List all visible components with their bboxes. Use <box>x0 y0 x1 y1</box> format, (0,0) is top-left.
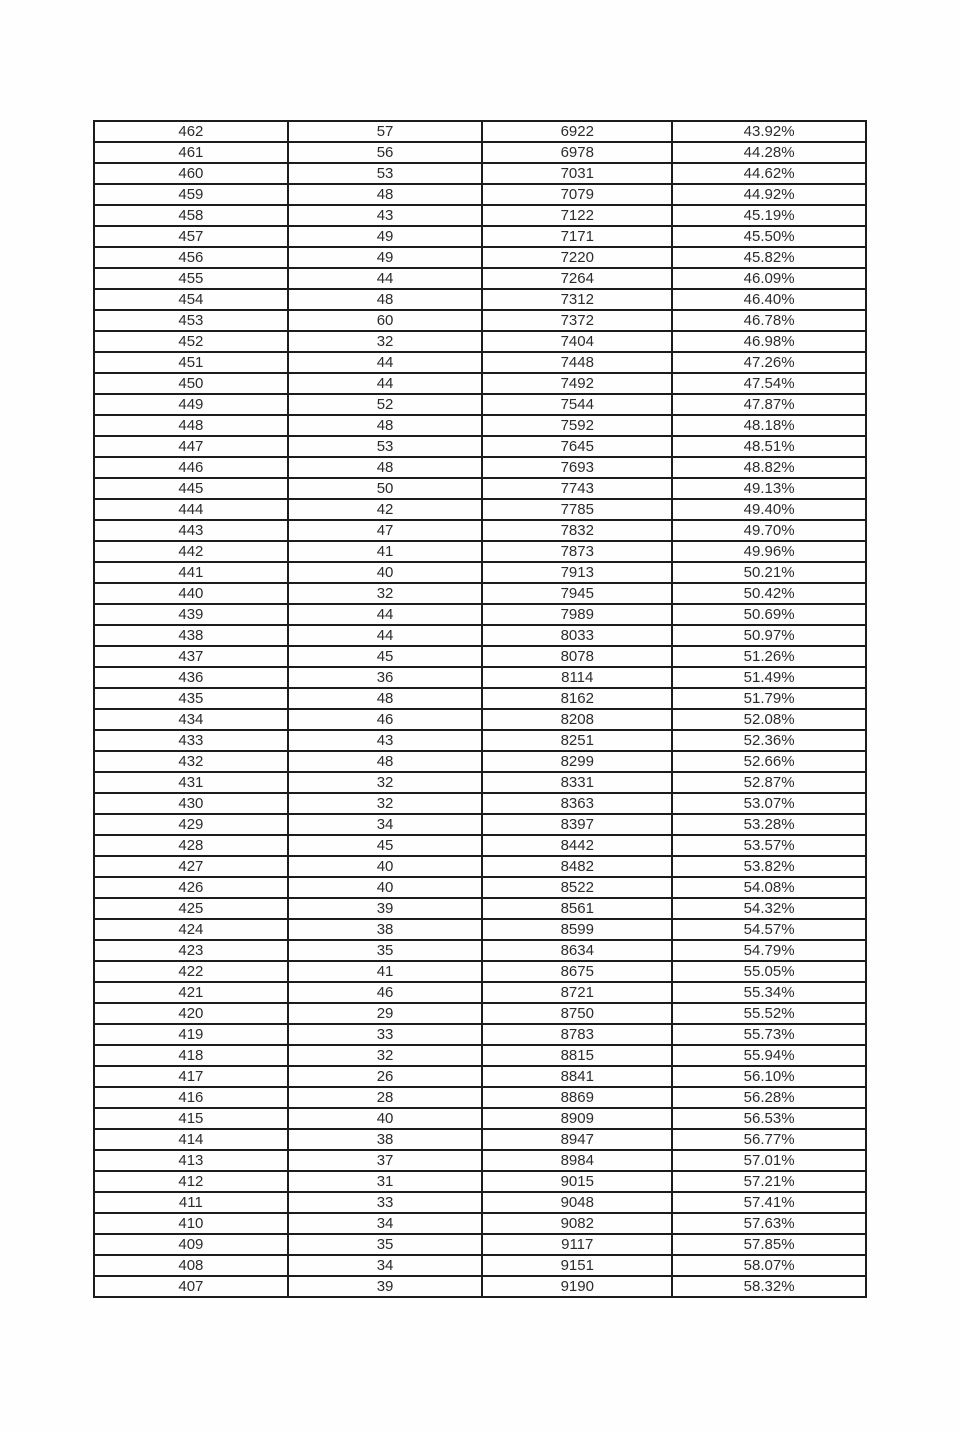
cell-cumulative-percentage: 48.51% <box>672 436 866 457</box>
cell-cumulative-percentage: 50.69% <box>672 604 866 625</box>
table-row <box>94 898 866 919</box>
cell-cumulative-count: 8482 <box>482 856 672 877</box>
cell-count: 53 <box>288 163 483 184</box>
cell-score: 436 <box>94 667 288 688</box>
table-row <box>94 751 866 772</box>
cell-score: 421 <box>94 982 288 1003</box>
table-row <box>94 835 866 856</box>
cell-score: 456 <box>94 247 288 268</box>
cell-score: 458 <box>94 205 288 226</box>
cell-cumulative-percentage: 54.32% <box>672 898 866 919</box>
cell-cumulative-count: 7873 <box>482 541 672 562</box>
cell-cumulative-percentage: 56.77% <box>672 1129 866 1150</box>
table-row <box>94 142 866 163</box>
table-row <box>94 331 866 352</box>
cell-cumulative-count: 9015 <box>482 1171 672 1192</box>
cell-cumulative-count: 7448 <box>482 352 672 373</box>
cell-cumulative-percentage: 53.57% <box>672 835 866 856</box>
cell-count: 34 <box>288 814 483 835</box>
cell-count: 32 <box>288 331 483 352</box>
table-row <box>94 856 866 877</box>
cell-score: 410 <box>94 1213 288 1234</box>
cell-cumulative-percentage: 52.36% <box>672 730 866 751</box>
cell-score: 417 <box>94 1066 288 1087</box>
table-row <box>94 562 866 583</box>
cell-cumulative-percentage: 49.70% <box>672 520 866 541</box>
cell-score: 426 <box>94 877 288 898</box>
cell-count: 44 <box>288 268 483 289</box>
table-row <box>94 772 866 793</box>
cell-score: 413 <box>94 1150 288 1171</box>
cell-count: 36 <box>288 667 483 688</box>
cell-cumulative-count: 8783 <box>482 1024 672 1045</box>
cell-count: 34 <box>288 1255 483 1276</box>
cell-score: 438 <box>94 625 288 646</box>
cell-cumulative-percentage: 53.28% <box>672 814 866 835</box>
table-row <box>94 625 866 646</box>
table-row <box>94 184 866 205</box>
cell-cumulative-percentage: 46.40% <box>672 289 866 310</box>
cell-count: 47 <box>288 520 483 541</box>
cell-score: 439 <box>94 604 288 625</box>
table-body <box>94 121 866 1297</box>
cell-cumulative-count: 7832 <box>482 520 672 541</box>
cell-count: 48 <box>288 457 483 478</box>
cell-cumulative-count: 8634 <box>482 940 672 961</box>
cell-cumulative-count: 8442 <box>482 835 672 856</box>
cell-cumulative-count: 8251 <box>482 730 672 751</box>
cell-cumulative-count: 7312 <box>482 289 672 310</box>
cell-count: 42 <box>288 499 483 520</box>
cell-score: 451 <box>94 352 288 373</box>
cell-score: 452 <box>94 331 288 352</box>
table-row <box>94 1255 866 1276</box>
cell-count: 50 <box>288 478 483 499</box>
cell-count: 44 <box>288 373 483 394</box>
cell-cumulative-percentage: 49.96% <box>672 541 866 562</box>
cell-cumulative-count: 8909 <box>482 1108 672 1129</box>
cell-cumulative-percentage: 55.34% <box>672 982 866 1003</box>
cell-score: 435 <box>94 688 288 709</box>
cell-cumulative-count: 7122 <box>482 205 672 226</box>
cell-cumulative-percentage: 46.78% <box>672 310 866 331</box>
cell-score: 449 <box>94 394 288 415</box>
cell-count: 44 <box>288 625 483 646</box>
cell-cumulative-percentage: 54.57% <box>672 919 866 940</box>
cell-score: 425 <box>94 898 288 919</box>
cell-score: 416 <box>94 1087 288 1108</box>
cell-cumulative-count: 7743 <box>482 478 672 499</box>
cell-cumulative-percentage: 58.07% <box>672 1255 866 1276</box>
cell-cumulative-count: 7372 <box>482 310 672 331</box>
table-row <box>94 1066 866 1087</box>
table-row <box>94 583 866 604</box>
cell-score: 461 <box>94 142 288 163</box>
cell-cumulative-count: 8675 <box>482 961 672 982</box>
table-row <box>94 688 866 709</box>
cell-cumulative-percentage: 56.28% <box>672 1087 866 1108</box>
table-row <box>94 121 866 142</box>
cell-count: 39 <box>288 1276 483 1297</box>
cell-count: 31 <box>288 1171 483 1192</box>
cell-cumulative-percentage: 47.26% <box>672 352 866 373</box>
cell-cumulative-percentage: 51.79% <box>672 688 866 709</box>
cell-count: 43 <box>288 205 483 226</box>
cell-cumulative-percentage: 57.01% <box>672 1150 866 1171</box>
cell-cumulative-percentage: 54.79% <box>672 940 866 961</box>
cell-score: 422 <box>94 961 288 982</box>
cell-cumulative-percentage: 52.66% <box>672 751 866 772</box>
cell-cumulative-percentage: 47.54% <box>672 373 866 394</box>
cell-count: 35 <box>288 1234 483 1255</box>
cell-score: 407 <box>94 1276 288 1297</box>
cell-score: 446 <box>94 457 288 478</box>
cell-cumulative-percentage: 53.07% <box>672 793 866 814</box>
cell-cumulative-count: 8208 <box>482 709 672 730</box>
cell-cumulative-count: 8869 <box>482 1087 672 1108</box>
cell-score: 444 <box>94 499 288 520</box>
cell-count: 34 <box>288 1213 483 1234</box>
cell-score: 448 <box>94 415 288 436</box>
cell-count: 43 <box>288 730 483 751</box>
cell-cumulative-count: 8114 <box>482 667 672 688</box>
cell-cumulative-count: 8522 <box>482 877 672 898</box>
score-distribution-table <box>93 120 867 1298</box>
cell-cumulative-percentage: 51.49% <box>672 667 866 688</box>
cell-cumulative-percentage: 57.85% <box>672 1234 866 1255</box>
cell-count: 48 <box>288 415 483 436</box>
cell-score: 454 <box>94 289 288 310</box>
cell-cumulative-percentage: 44.28% <box>672 142 866 163</box>
cell-cumulative-percentage: 52.87% <box>672 772 866 793</box>
cell-count: 29 <box>288 1003 483 1024</box>
cell-score: 437 <box>94 646 288 667</box>
cell-score: 460 <box>94 163 288 184</box>
cell-cumulative-count: 8750 <box>482 1003 672 1024</box>
cell-cumulative-percentage: 56.53% <box>672 1108 866 1129</box>
table-row <box>94 499 866 520</box>
cell-cumulative-count: 7220 <box>482 247 672 268</box>
cell-cumulative-count: 7693 <box>482 457 672 478</box>
cell-score: 430 <box>94 793 288 814</box>
cell-cumulative-percentage: 56.10% <box>672 1066 866 1087</box>
cell-count: 44 <box>288 604 483 625</box>
cell-cumulative-count: 8815 <box>482 1045 672 1066</box>
cell-count: 48 <box>288 751 483 772</box>
cell-count: 39 <box>288 898 483 919</box>
cell-score: 450 <box>94 373 288 394</box>
cell-count: 40 <box>288 877 483 898</box>
table-row <box>94 541 866 562</box>
table-row <box>94 373 866 394</box>
table-row <box>94 163 866 184</box>
cell-cumulative-count: 8561 <box>482 898 672 919</box>
cell-cumulative-percentage: 52.08% <box>672 709 866 730</box>
table-row <box>94 478 866 499</box>
cell-cumulative-percentage: 57.41% <box>672 1192 866 1213</box>
cell-score: 429 <box>94 814 288 835</box>
table-row <box>94 730 866 751</box>
cell-cumulative-count: 8984 <box>482 1150 672 1171</box>
cell-cumulative-percentage: 55.05% <box>672 961 866 982</box>
cell-cumulative-count: 7592 <box>482 415 672 436</box>
cell-cumulative-count: 8078 <box>482 646 672 667</box>
cell-count: 38 <box>288 1129 483 1150</box>
cell-score: 423 <box>94 940 288 961</box>
cell-count: 48 <box>288 289 483 310</box>
table-row <box>94 457 866 478</box>
cell-cumulative-count: 8033 <box>482 625 672 646</box>
cell-count: 33 <box>288 1024 483 1045</box>
cell-cumulative-count: 7544 <box>482 394 672 415</box>
cell-count: 28 <box>288 1087 483 1108</box>
cell-cumulative-percentage: 57.63% <box>672 1213 866 1234</box>
cell-cumulative-percentage: 48.82% <box>672 457 866 478</box>
cell-cumulative-count: 8299 <box>482 751 672 772</box>
cell-cumulative-count: 8162 <box>482 688 672 709</box>
table-row <box>94 940 866 961</box>
cell-count: 40 <box>288 562 483 583</box>
cell-count: 40 <box>288 1108 483 1129</box>
cell-cumulative-percentage: 46.98% <box>672 331 866 352</box>
table-row <box>94 1087 866 1108</box>
table-row <box>94 709 866 730</box>
table-row <box>94 289 866 310</box>
table-row <box>94 1234 866 1255</box>
cell-cumulative-percentage: 45.50% <box>672 226 866 247</box>
cell-cumulative-count: 9082 <box>482 1213 672 1234</box>
cell-cumulative-percentage: 50.97% <box>672 625 866 646</box>
cell-cumulative-percentage: 53.82% <box>672 856 866 877</box>
table-row <box>94 436 866 457</box>
cell-score: 424 <box>94 919 288 940</box>
cell-cumulative-percentage: 58.32% <box>672 1276 866 1297</box>
table-row <box>94 919 866 940</box>
table-row <box>94 1150 866 1171</box>
cell-count: 37 <box>288 1150 483 1171</box>
cell-cumulative-percentage: 50.21% <box>672 562 866 583</box>
cell-count: 32 <box>288 793 483 814</box>
cell-cumulative-percentage: 44.92% <box>672 184 866 205</box>
cell-count: 53 <box>288 436 483 457</box>
cell-cumulative-count: 7492 <box>482 373 672 394</box>
cell-cumulative-percentage: 51.26% <box>672 646 866 667</box>
cell-score: 457 <box>94 226 288 247</box>
table-row <box>94 247 866 268</box>
cell-score: 412 <box>94 1171 288 1192</box>
cell-count: 48 <box>288 184 483 205</box>
table-row <box>94 520 866 541</box>
cell-count: 33 <box>288 1192 483 1213</box>
cell-score: 420 <box>94 1003 288 1024</box>
cell-cumulative-count: 6922 <box>482 121 672 142</box>
cell-cumulative-percentage: 55.52% <box>672 1003 866 1024</box>
cell-cumulative-percentage: 49.40% <box>672 499 866 520</box>
cell-score: 418 <box>94 1045 288 1066</box>
table-row <box>94 226 866 247</box>
cell-score: 408 <box>94 1255 288 1276</box>
cell-score: 434 <box>94 709 288 730</box>
table-row <box>94 1045 866 1066</box>
cell-score: 428 <box>94 835 288 856</box>
cell-cumulative-percentage: 45.82% <box>672 247 866 268</box>
cell-cumulative-count: 8947 <box>482 1129 672 1150</box>
cell-count: 41 <box>288 541 483 562</box>
table-row <box>94 961 866 982</box>
table-row <box>94 1171 866 1192</box>
cell-cumulative-count: 7171 <box>482 226 672 247</box>
cell-cumulative-percentage: 47.87% <box>672 394 866 415</box>
cell-cumulative-count: 7785 <box>482 499 672 520</box>
cell-count: 38 <box>288 919 483 940</box>
table-row <box>94 604 866 625</box>
cell-cumulative-count: 8599 <box>482 919 672 940</box>
table-row <box>94 1276 866 1297</box>
cell-count: 41 <box>288 961 483 982</box>
cell-count: 57 <box>288 121 483 142</box>
cell-cumulative-count: 7264 <box>482 268 672 289</box>
cell-cumulative-percentage: 45.19% <box>672 205 866 226</box>
cell-count: 26 <box>288 1066 483 1087</box>
cell-cumulative-count: 8331 <box>482 772 672 793</box>
cell-cumulative-count: 9190 <box>482 1276 672 1297</box>
cell-cumulative-percentage: 55.94% <box>672 1045 866 1066</box>
cell-score: 409 <box>94 1234 288 1255</box>
cell-score: 455 <box>94 268 288 289</box>
cell-cumulative-percentage: 54.08% <box>672 877 866 898</box>
cell-score: 415 <box>94 1108 288 1129</box>
cell-cumulative-count: 7404 <box>482 331 672 352</box>
cell-count: 52 <box>288 394 483 415</box>
cell-score: 419 <box>94 1024 288 1045</box>
cell-count: 45 <box>288 835 483 856</box>
cell-cumulative-percentage: 44.62% <box>672 163 866 184</box>
cell-count: 32 <box>288 1045 483 1066</box>
cell-count: 35 <box>288 940 483 961</box>
cell-cumulative-percentage: 57.21% <box>672 1171 866 1192</box>
cell-cumulative-count: 7079 <box>482 184 672 205</box>
cell-score: 462 <box>94 121 288 142</box>
table-row <box>94 1108 866 1129</box>
table-row <box>94 1213 866 1234</box>
cell-count: 32 <box>288 583 483 604</box>
table-row <box>94 310 866 331</box>
cell-count: 45 <box>288 646 483 667</box>
table-row <box>94 646 866 667</box>
cell-cumulative-percentage: 50.42% <box>672 583 866 604</box>
cell-score: 445 <box>94 478 288 499</box>
cell-cumulative-percentage: 49.13% <box>672 478 866 499</box>
cell-cumulative-count: 7645 <box>482 436 672 457</box>
cell-score: 441 <box>94 562 288 583</box>
cell-cumulative-count: 7031 <box>482 163 672 184</box>
table-row <box>94 1003 866 1024</box>
table-row <box>94 814 866 835</box>
table-row <box>94 268 866 289</box>
cell-cumulative-count: 8841 <box>482 1066 672 1087</box>
cell-cumulative-count: 6978 <box>482 142 672 163</box>
cell-score: 432 <box>94 751 288 772</box>
cell-score: 443 <box>94 520 288 541</box>
cell-score: 453 <box>94 310 288 331</box>
cell-score: 427 <box>94 856 288 877</box>
cell-score: 433 <box>94 730 288 751</box>
cell-score: 414 <box>94 1129 288 1150</box>
cell-cumulative-percentage: 55.73% <box>672 1024 866 1045</box>
cell-score: 440 <box>94 583 288 604</box>
cell-score: 442 <box>94 541 288 562</box>
table-row <box>94 1129 866 1150</box>
cell-count: 56 <box>288 142 483 163</box>
cell-score: 447 <box>94 436 288 457</box>
cell-cumulative-count: 9048 <box>482 1192 672 1213</box>
cell-cumulative-count: 7945 <box>482 583 672 604</box>
cell-score: 411 <box>94 1192 288 1213</box>
cell-count: 48 <box>288 688 483 709</box>
cell-cumulative-percentage: 43.92% <box>672 121 866 142</box>
cell-count: 46 <box>288 982 483 1003</box>
table-row <box>94 394 866 415</box>
cell-cumulative-percentage: 46.09% <box>672 268 866 289</box>
cell-cumulative-count: 9151 <box>482 1255 672 1276</box>
cell-score: 431 <box>94 772 288 793</box>
table-row <box>94 205 866 226</box>
cell-count: 49 <box>288 247 483 268</box>
table-row <box>94 415 866 436</box>
table-row <box>94 877 866 898</box>
cell-count: 40 <box>288 856 483 877</box>
cell-cumulative-count: 8721 <box>482 982 672 1003</box>
cell-cumulative-count: 7989 <box>482 604 672 625</box>
table-row <box>94 667 866 688</box>
table-row <box>94 352 866 373</box>
cell-score: 459 <box>94 184 288 205</box>
table-row <box>94 982 866 1003</box>
cell-cumulative-count: 8397 <box>482 814 672 835</box>
cell-cumulative-percentage: 48.18% <box>672 415 866 436</box>
cell-count: 60 <box>288 310 483 331</box>
cell-count: 44 <box>288 352 483 373</box>
cell-count: 32 <box>288 772 483 793</box>
cell-cumulative-count: 7913 <box>482 562 672 583</box>
cell-count: 49 <box>288 226 483 247</box>
cell-cumulative-count: 8363 <box>482 793 672 814</box>
table-row <box>94 1192 866 1213</box>
table-row <box>94 1024 866 1045</box>
cell-cumulative-count: 9117 <box>482 1234 672 1255</box>
table-row <box>94 793 866 814</box>
cell-count: 46 <box>288 709 483 730</box>
